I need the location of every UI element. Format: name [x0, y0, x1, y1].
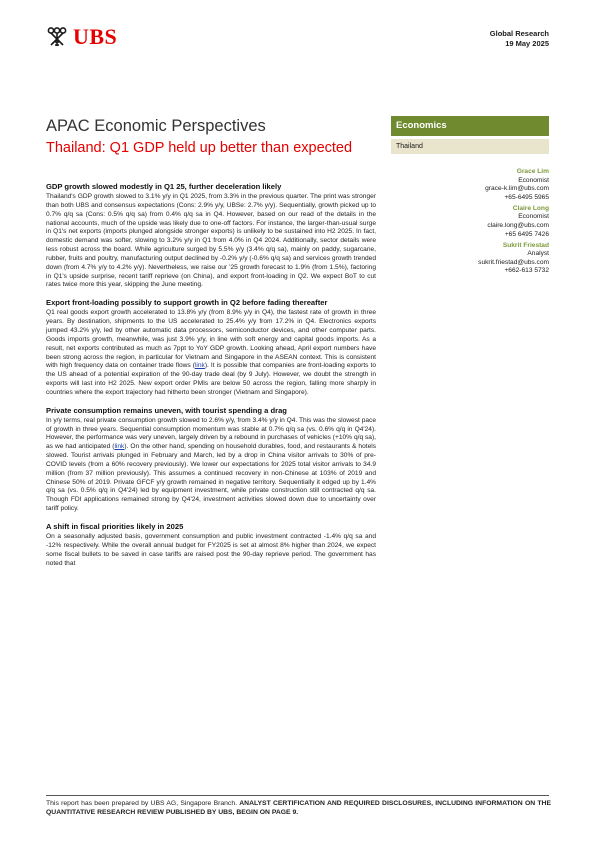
- section-fiscal: [46, 522, 376, 568]
- report-header: [490, 29, 549, 49]
- analyst-name[interactable]: Sukrit Friestad: [502, 241, 549, 249]
- report-series: APAC Economic Perspectives: [46, 117, 266, 135]
- disclosure-footer: [46, 799, 551, 817]
- analyst-email[interactable]: grace-k.lim@ubs.com: [485, 185, 549, 193]
- ubs-logo: [46, 25, 117, 49]
- footer-divider: [46, 795, 549, 796]
- section-heading: Export front-loading possibly to support growth in Q2 before fading thereafter: [46, 298, 328, 308]
- section-consumption: [46, 406, 376, 514]
- report-title: Thailand: Q1 GDP held up better than expected: [46, 140, 353, 156]
- paragraph-text: In y/y terms, real private consumption growth slowed to 2.6% y/y, from 3.4% y/y in Q4. This was the slowest pace of growth in three years. Sequential consumption momentum was stable at 0.7% q/q sa (vs. 0.6% q/q in Q4'24). However, the performance was very uneven, largely driven by a rebound in purchases of vehicles (+10% q/q sa), as we had anticipated (: [46, 416, 376, 451]
- section-heading: A shift in fiscal priorities likely in 2025: [46, 522, 184, 531]
- footer-text: This report has been prepared by UBS AG, Singapore Branch.: [46, 800, 237, 807]
- footer-disclosure: ANALYST CERTIFICATION AND REQUIRED DISCLOSURES, INCLUDING INFORMATION ON THE QUANTITATIVE RESEARCH REVIEW PUBLISHED BY UBS, BEGIN ON PAGE 9.: [46, 800, 551, 816]
- paragraph-text: ). On the other hand, spending on household durables, food, and restaurants & hotels slowed. Tourist arrivals plunged in February and March, led by a drop in China visitor arrivals to 30% of pre-COVID levels (from a 60% recovery previously). We lower our expectations for 2025 total visitor arrivals to 34.9 million (from 37 million previously). This assumes a continued recovery in non-Chinese at 103% of 2019 and Chinese 50% of 2019. Private GFCF y/y growth remained in negative territory. Sequentially it edged up by 1.4% q/q sa (vs. 0.5% q/q in Q4'24) led by equipment investment, while private construction still contracted q/q sa. Though FDI applications remained strong by Q4'24, investment activities slowed down due to uncertainty over tariff policy.: [46, 443, 376, 513]
- paragraph-text: Thailand's GDP growth slowed to 3.1% y/y in Q1 2025, from 3.3% in the previous quarter. The print was stronger than both UBS and consensus expectations (Cons: 2.9% y/y, UBSe: 2.7% y/y). Sequentially, growth picked up to 0.7% q/q sa (Cons: 0.5% q/q sa) from 0.4% q/q sa in Q4. However, based on our read of the details in the national accounts, much of the upside was likely due to one-off factors. For instance, the larger-than-usual surge in Q1's net exports (imports plunged alongside stronger exports) is unlikely to be sustained into H2 2025. In fact, domestic demand was softer, slowing to 3.2% y/y in Q1 from 4.0% in Q4 2024. Additionally, sector details were less robust across the board. While agriculture surged by 5.5% y/y (3.4% q/q sa), mainly on paddy, sugarcane, rubber, fruits and poultry, manufacturing output declined by -0.2% y/y (-0.6% q/q sa) and services growth trended down (from 4.7% y/y to 4.2% y/y). Nevertheless, we raise our '25 growth forecast to 1.9% (from 1.5%), factoring in Q1's upside surprise, recent tariff reprieve (on China), and export front-loading in Q2. We expect BoT to cut rates twice more this year, skipping the June meeting.: [46, 193, 376, 289]
- section-paragraph: [46, 309, 376, 397]
- country-bar: Thailand: [391, 139, 549, 154]
- analyst-card: [391, 168, 549, 202]
- analyst-email[interactable]: sukrit.friestad@ubs.com: [478, 258, 549, 266]
- analyst-role: Economist: [518, 176, 549, 184]
- container-flows-link[interactable]: link: [194, 362, 205, 370]
- paragraph-text: On a seasonally adjusted basis, government consumption and public investment contracted -1.4% q/q sa and -12% respectively. While the overall annual budget for FY2025 is set at almost 8% higher than 2024, we expect some fiscal bullets to be saved in case tariffs are raised post the 90-day reprieve period. The government has noted that: [46, 533, 376, 567]
- section-paragraph: [46, 417, 376, 514]
- analyst-email[interactable]: claire.long@ubs.com: [487, 221, 549, 229]
- title-block: [46, 116, 376, 158]
- section-exports: [46, 298, 376, 397]
- paragraph-text: Q1 real goods export growth accelerated to 13.8% y/y (from 8.9% y/y in Q4), the fastest rate of growth in three years. By destination, shipments to the US accelerated to 25.4% y/y from 17.2% in Q4. Electronics exports jumped 43.2% y/y, led by other automatic data processors, semiconductor devices, and other computer parts. Goods imports growth, meanwhile, was just 3.9% y/y, in line with soft energy and capital goods imports. As a result, net exports contributed as much as 7ppt to YoY GDP growth. Looking ahead, April export numbers have been strong across the region, in particular for Vietnam and Singapore in the ASEAN context. This is consistent with high frequency data on container trade flows (: [46, 309, 376, 370]
- analyst-card: [391, 205, 549, 239]
- section-gdp: [46, 182, 376, 290]
- section-paragraph: [46, 193, 376, 290]
- analyst-card: [391, 242, 549, 276]
- division-label: Global Research: [489, 29, 549, 38]
- paragraph-text: ). It is possible that companies are front-loading exports to the US ahead of a potential expiration of the 90-day trade deal (by 9 July). However, we doubt the strength in exports will last into H2 2025. New export order PMIs are below 50 across the region, falling more sharply in countries where the export trajectory had hitherto been stronger (Vietnam and Singapore).: [46, 362, 376, 396]
- analyst-role: Economist: [518, 213, 549, 221]
- report-date: 19 May 2025: [505, 39, 549, 48]
- analyst-list: [391, 168, 549, 276]
- analyst-name[interactable]: Grace Lim: [516, 168, 549, 175]
- keys-icon: [46, 26, 68, 48]
- analyst-phone: +65-6495 5965: [504, 193, 549, 201]
- report-body: [46, 182, 376, 576]
- sidebar: [391, 116, 549, 278]
- brand-name: UBS: [73, 24, 118, 49]
- vehicle-purchases-link[interactable]: link: [114, 443, 125, 451]
- analyst-role: Analyst: [527, 250, 549, 258]
- analyst-name[interactable]: Claire Long: [512, 204, 549, 212]
- section-paragraph: [46, 533, 376, 568]
- analyst-phone: +65 6495 7426: [504, 230, 549, 238]
- category-bar: Economics: [391, 116, 549, 136]
- section-heading: GDP growth slowed modestly in Q1 25, further deceleration likely: [46, 182, 282, 191]
- section-heading: Private consumption remains uneven, with tourist spending a drag: [46, 405, 287, 415]
- analyst-phone: +662-613 5732: [504, 267, 549, 275]
